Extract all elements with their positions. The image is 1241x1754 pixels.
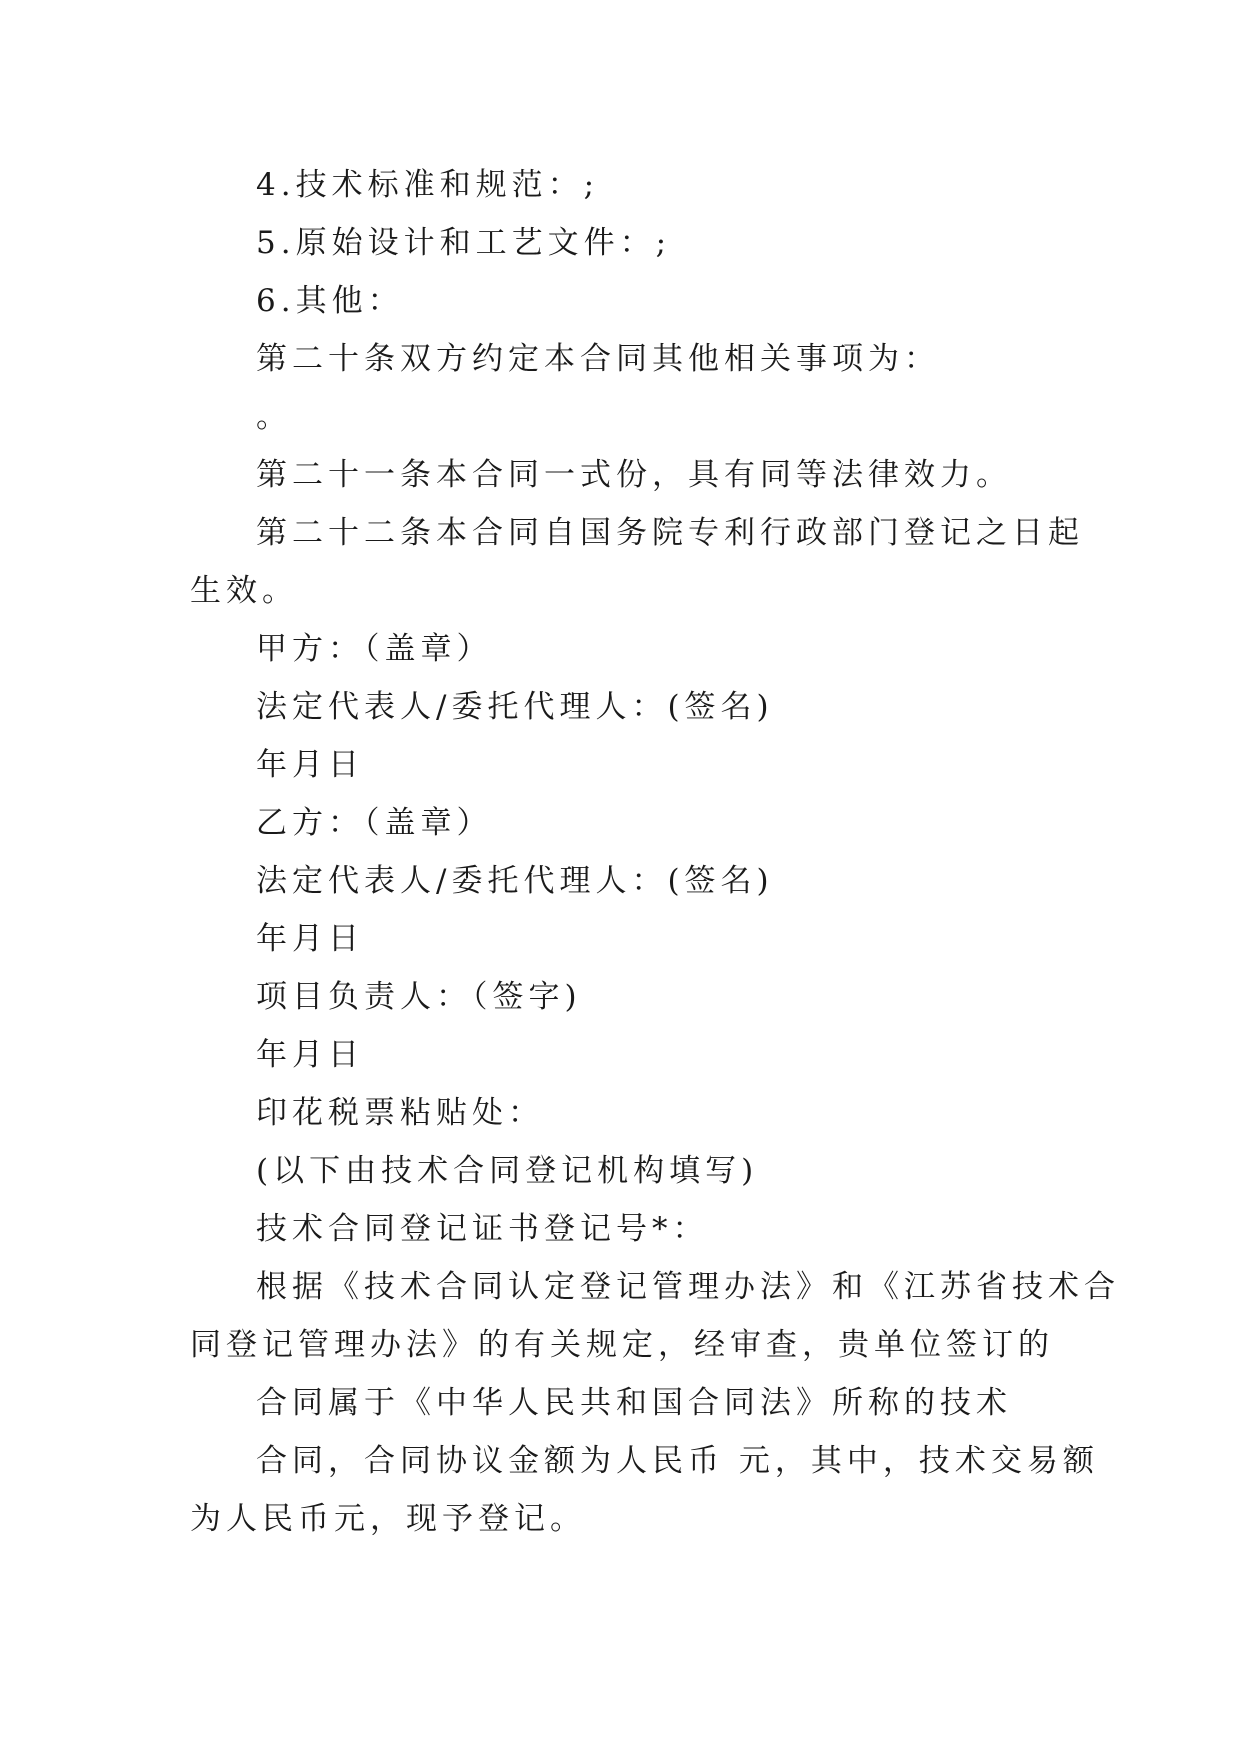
paragraph-line: 印花税票粘贴处： (256, 1095, 544, 1131)
paragraph-line: 项目负责人：（签字) (256, 979, 582, 1015)
paragraph-line: 合同，合同协议金额为人民币 元，其中，技术交易额 (256, 1443, 1099, 1479)
paragraph-line: 第二十一条本合同一式份，具有同等法律效力。 (256, 457, 1012, 493)
paragraph-line: 4.技术标准和规范：; (256, 167, 600, 203)
paragraph-line: 6.其他： (256, 283, 404, 319)
paragraph-line: 根据《技术合同认定登记管理办法》和《江苏省技术合 (256, 1269, 1120, 1305)
paragraph-line: 第二十条双方约定本合同其他相关事项为： (256, 341, 940, 377)
paragraph-line: 年月日 (256, 921, 364, 957)
paragraph-line: 年月日 (256, 1037, 364, 1073)
paragraph-line: 乙方：（盖章） (256, 805, 493, 841)
paragraph-line: 合同属于《中华人民共和国合同法》所称的技术 (256, 1385, 1012, 1421)
paragraph-line: 5.原始设计和工艺文件：; (256, 225, 672, 261)
paragraph-line: 甲方：（盖章） (256, 631, 493, 667)
paragraph-line: 生效。 (190, 573, 298, 609)
paragraph-line: 法定代表人/委托代理人：(签名) (256, 689, 774, 725)
paragraph-line: 年月日 (256, 747, 364, 783)
paragraph-line: 第二十二条本合同自国务院专利行政部门登记之日起 (256, 515, 1084, 551)
paragraph-line: 法定代表人/委托代理人：(签名) (256, 863, 774, 899)
paragraph-line: 同登记管理办法》的有关规定，经审查，贵单位签订的 (190, 1327, 1054, 1363)
paragraph-line: 技术合同登记证书登记号*： (256, 1211, 709, 1247)
paragraph-line: 。 (256, 399, 292, 435)
paragraph-line: 为人民币元，现予登记。 (190, 1501, 586, 1537)
paragraph-line: (以下由技术合同登记机构填写) (256, 1153, 759, 1189)
